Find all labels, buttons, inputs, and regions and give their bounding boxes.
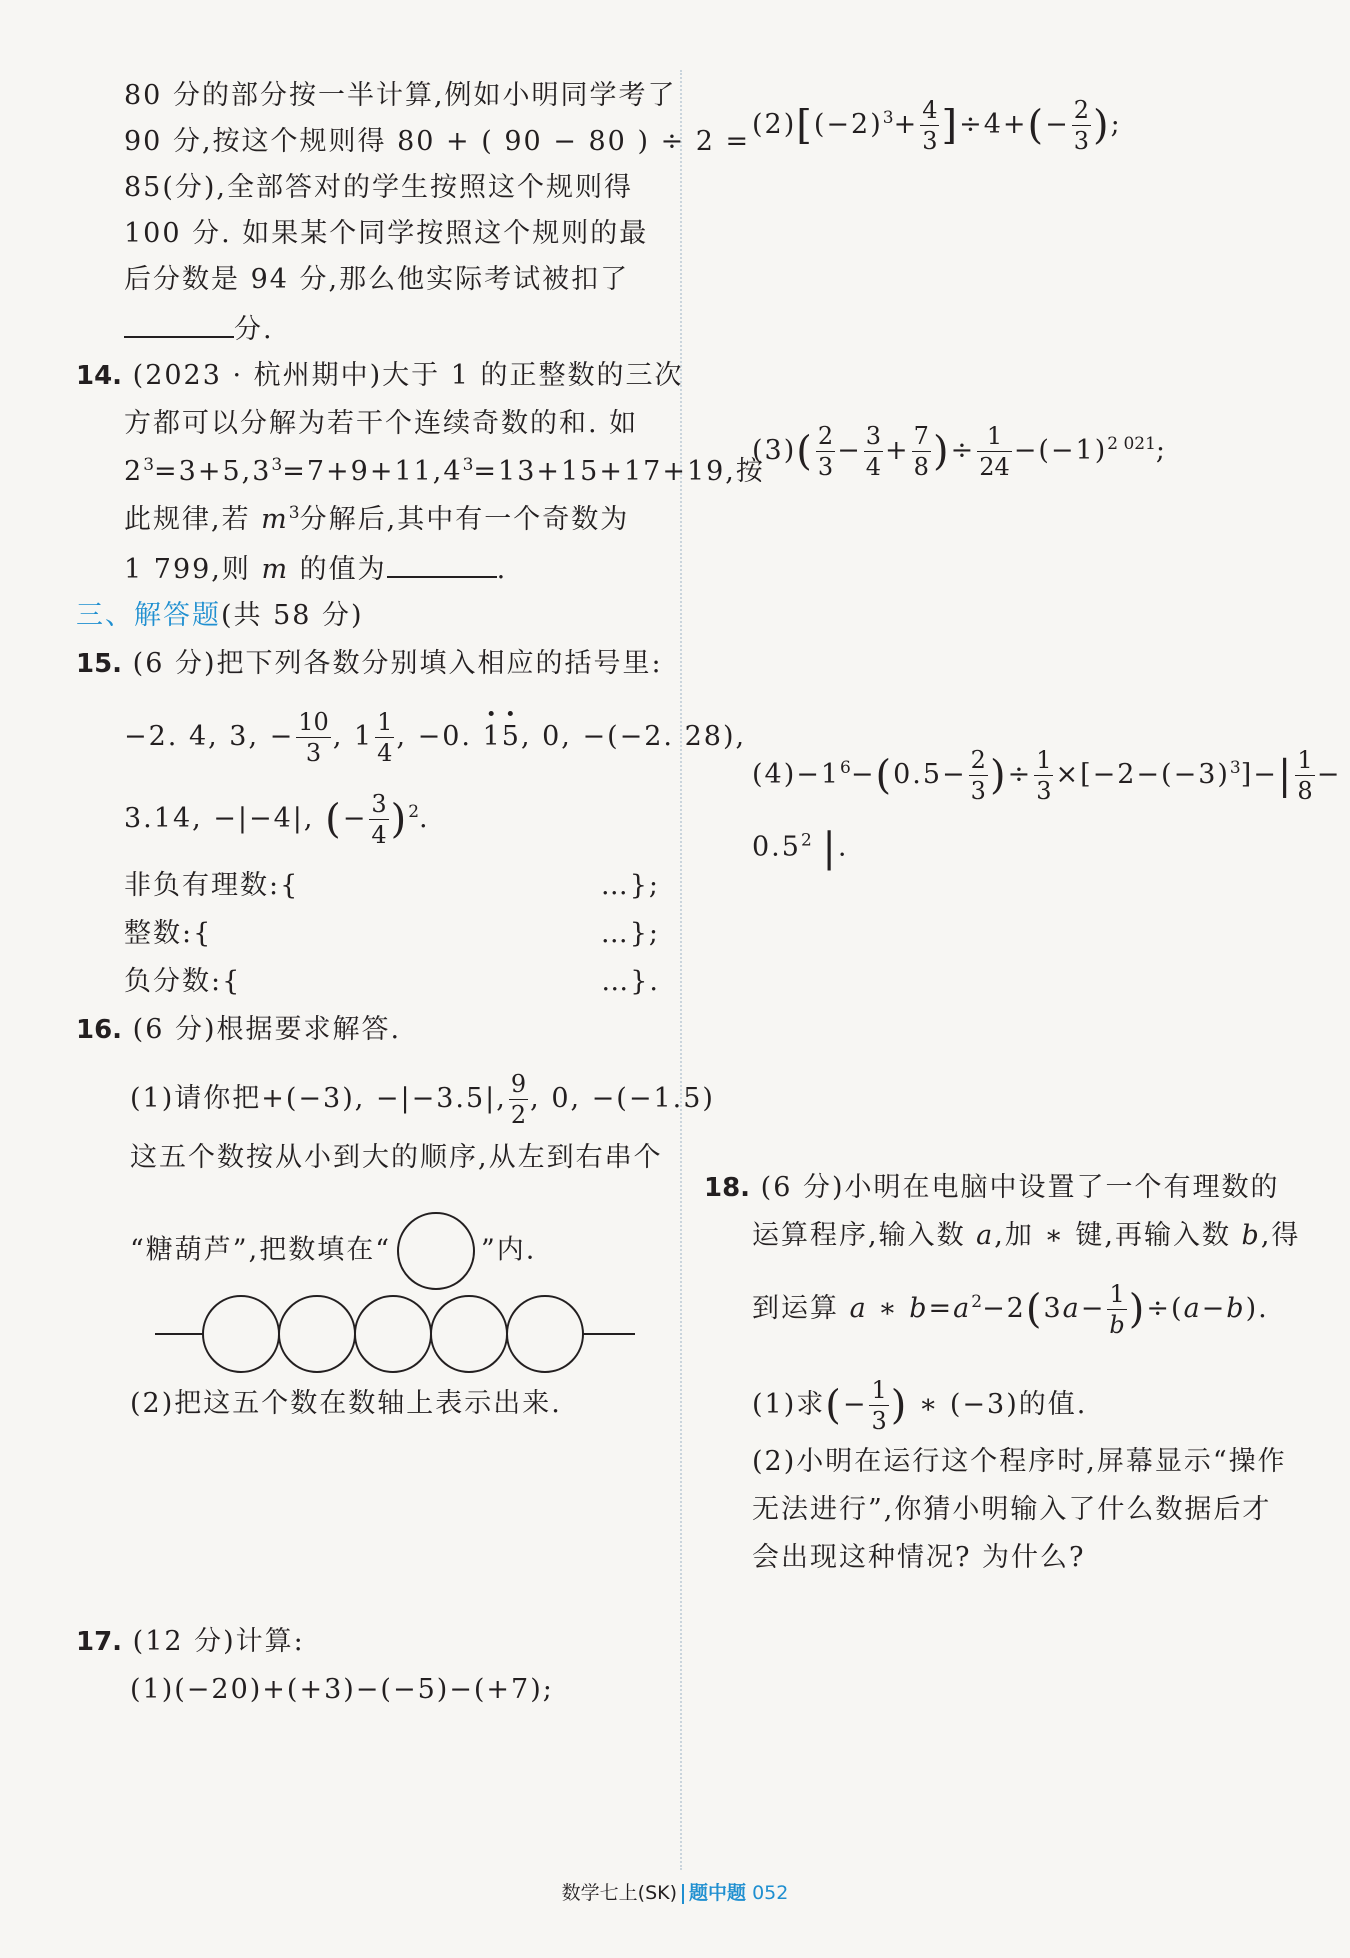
equals: = xyxy=(928,1293,954,1324)
q17-p4h: ]− xyxy=(1240,759,1278,790)
fraction: $\frac{1}{24}$ xyxy=(979,422,1010,481)
q16-stem-text: (6 分)根据要求解答. xyxy=(132,1014,402,1045)
q18-l2c: ,得 xyxy=(1260,1220,1301,1251)
paren: ( xyxy=(875,752,894,799)
answer-circle-3[interactable] xyxy=(355,1296,431,1372)
paren: ) xyxy=(1128,1286,1147,1333)
q14-l4b: 分解后,其中有一个奇数为 xyxy=(299,504,630,535)
coef: 3 xyxy=(1043,1293,1063,1324)
minus: − xyxy=(1316,759,1342,790)
q15-n2: , 1 xyxy=(332,721,374,752)
abs-bar: | xyxy=(822,825,838,871)
q17-p4l2a: 0.5 xyxy=(752,831,801,863)
q15-numbers-row-2 xyxy=(124,792,430,847)
minus: − xyxy=(842,1389,868,1420)
q14-line-1 xyxy=(76,358,684,394)
book-title: 数学七上(SK) xyxy=(561,1882,678,1904)
q17-p2f: ÷4+ xyxy=(959,109,1028,140)
q16-part2: (2)把这五个数在数轴上表示出来. xyxy=(130,1388,562,1419)
q14-line-3 xyxy=(124,454,765,490)
period: . xyxy=(419,803,430,834)
q13-line-1: 80 分的部分按一半计算,例如小明同学考了 xyxy=(124,80,677,111)
tanghulu-diagram xyxy=(155,1286,635,1382)
q15-stem xyxy=(76,646,663,682)
q18-l2b: ,加 ∗ 键,再输入数 xyxy=(994,1220,1242,1251)
q13-line-6 xyxy=(124,310,274,348)
answer-blank[interactable] xyxy=(124,310,234,338)
q17-p3g: −(−1) xyxy=(1013,435,1108,466)
q18-number: 18. xyxy=(704,1173,751,1203)
q18-part2-line2: 无法进行”,你猜小明输入了什么数据后才 xyxy=(752,1494,1272,1525)
fraction: $\frac{1}{b}$ xyxy=(1109,1280,1125,1339)
category-integer: 整数:{ xyxy=(124,918,213,949)
q15-number: 15. xyxy=(76,649,123,679)
fraction: $\frac{10}{3}$ xyxy=(298,708,329,767)
page-number: 052 xyxy=(752,1882,789,1904)
variable-a: a xyxy=(953,1293,972,1324)
q18-p1a: (1)求 xyxy=(752,1389,826,1420)
q18-l3j: ÷( xyxy=(1146,1293,1184,1324)
q14-l3c: =7+9+11,4 xyxy=(282,456,463,487)
q15-n3a: , −0. xyxy=(396,721,483,752)
q17-p2c: (−2) xyxy=(813,109,883,140)
variable-a: a xyxy=(1062,1293,1081,1324)
fraction: $\frac{2}{3}$ xyxy=(817,422,834,481)
q17-number: 17. xyxy=(76,1627,123,1657)
answer-circle-1[interactable] xyxy=(203,1296,279,1372)
q14-l3b: =3+5,3 xyxy=(154,456,272,487)
fraction: $\frac{1}{8}$ xyxy=(1297,746,1313,805)
plus: + xyxy=(885,435,910,466)
fraction: $\frac{4}{3}$ xyxy=(922,96,938,155)
q15-numbers-row-1 xyxy=(124,710,746,765)
paren: ( xyxy=(825,1382,843,1429)
semicolon: ; xyxy=(1110,109,1122,140)
exponent: 3 xyxy=(288,503,300,523)
category-nonneg-rational: 非负有理数:{ xyxy=(124,870,300,901)
q15-n3c: , 0, −(−2. 28), xyxy=(520,721,747,752)
fraction: $\frac{2}{3}$ xyxy=(1073,96,1090,155)
variable-m: m xyxy=(261,554,290,585)
answer-circle-2[interactable] xyxy=(279,1296,355,1372)
plus: + xyxy=(893,109,919,140)
period: . xyxy=(837,831,849,863)
variable-b: b xyxy=(1226,1293,1246,1324)
variable-a: a xyxy=(976,1220,995,1251)
fraction: $\frac{7}{8}$ xyxy=(913,422,929,481)
q14-l5c: . xyxy=(496,554,508,585)
fraction: $\frac{3}{4}$ xyxy=(865,422,882,481)
q14-number: 14. xyxy=(76,361,123,391)
q17-p2a: (2) xyxy=(752,109,797,140)
fraction: $\frac{1}{3}$ xyxy=(1036,746,1052,805)
q18-p1e: ∗ (−3)的值. xyxy=(908,1389,1088,1420)
q14-line-2: 方都可以分解为若干个连续奇数的和. 如 xyxy=(124,408,639,439)
q16-part1-line3 xyxy=(130,1212,536,1290)
divide: ÷ xyxy=(1007,759,1033,790)
fraction: $\frac{2}{3}$ xyxy=(970,746,986,805)
q18-part2-line3: 会出现这种情况? 为什么? xyxy=(752,1542,1086,1573)
q17-p4d: 0.5− xyxy=(893,759,967,790)
q18-line-1 xyxy=(704,1170,1279,1206)
column-divider xyxy=(680,70,682,1870)
fraction: $\frac{1}{4}$ xyxy=(377,708,393,767)
section-title: 三、解答题 xyxy=(76,600,221,631)
footer-divider xyxy=(682,1884,684,1904)
q14-text-1: (2023 · 杭州期中)大于 1 的正整数的三次 xyxy=(132,360,684,391)
q16-stem xyxy=(76,1012,401,1048)
q16-p1b: , 0, −(−1.5) xyxy=(530,1083,715,1114)
q16-p1l3a: “糖葫芦”,把数填在“ xyxy=(130,1234,391,1266)
minus: − xyxy=(1045,109,1070,140)
answer-blank[interactable] xyxy=(387,550,497,578)
q17-stem xyxy=(76,1624,305,1660)
exponent: 3 xyxy=(882,108,894,128)
q13-line-2: 90 分,按这个规则得 80 + ( 90 − 80 ) ÷ 2 = xyxy=(124,126,751,157)
category-end: …}. xyxy=(601,966,660,997)
exponent: 2 021 xyxy=(1107,434,1156,454)
q17-stem-text: (12 分)计算: xyxy=(132,1626,305,1657)
category-end: …}; xyxy=(600,870,660,901)
fraction: $\frac{9}{2}$ xyxy=(510,1070,527,1129)
q16-part1-line1 xyxy=(130,1072,715,1127)
minus: − xyxy=(1080,1293,1106,1324)
q17-part1: (1)(−20)+(+3)−(−5)−(+7); xyxy=(130,1674,554,1705)
exponent: 2 xyxy=(408,802,420,822)
section-heading xyxy=(76,598,364,634)
variable-a: a xyxy=(1183,1293,1202,1324)
exponent: 3 xyxy=(1229,758,1241,778)
page-footer xyxy=(0,1878,1350,1905)
q14-l5b: 的值为 xyxy=(289,554,387,585)
bracket: ] xyxy=(941,102,960,149)
q18-line-2 xyxy=(752,1218,1300,1254)
q13-line-4: 100 分. 如果某个同学按照这个规则的最 xyxy=(124,218,649,249)
q13-line-3: 85(分),全部答对的学生按照这个规则得 xyxy=(124,172,634,203)
repeating-digit: · 1 xyxy=(483,719,502,755)
q16-p1a: (1)请你把+(−3), −|−3.5|, xyxy=(130,1083,507,1114)
paren: ) xyxy=(932,428,951,475)
q18-l2a: 运算程序,输入数 xyxy=(752,1220,977,1251)
q18-l3n: ). xyxy=(1245,1293,1269,1324)
semicolon: ; xyxy=(1155,435,1168,466)
category-end: …}; xyxy=(600,918,660,949)
q17-p4g: ×[−2−(−3) xyxy=(1055,759,1230,790)
minus: − xyxy=(850,759,876,790)
variable-m: m xyxy=(261,504,289,535)
q18-part2-line1: (2)小明在运行这个程序时,屏幕显示“操作 xyxy=(752,1446,1287,1477)
sample-circle xyxy=(397,1212,475,1290)
exponent: 3 xyxy=(271,455,283,475)
q15-stem-text: (6 分)把下列各数分别填入相应的括号里: xyxy=(132,648,663,679)
q14-l5a: 1 799,则 xyxy=(124,554,262,585)
divide: ÷ xyxy=(950,435,976,466)
q18-line-3 xyxy=(752,1282,1269,1337)
q18-l3e: −2 xyxy=(982,1293,1026,1324)
q18-part1 xyxy=(752,1378,1087,1433)
q16-part1-line2: 这五个数按从小到大的顺序,从左到右串个 xyxy=(130,1142,663,1173)
q13-line-5: 后分数是 94 分,那么他实际考试被扣了 xyxy=(124,264,630,295)
exponent: 3 xyxy=(143,455,155,475)
paren: ( xyxy=(1027,102,1046,149)
q17-part4-line1 xyxy=(752,748,1341,803)
repeating-digit: · 5 xyxy=(502,719,521,755)
category-neg-fraction: 负分数:{ xyxy=(124,966,242,997)
minus: − xyxy=(1201,1293,1227,1324)
paren: ( xyxy=(796,428,814,475)
q17-p4a: (4)−1 xyxy=(752,759,841,790)
paren: ) xyxy=(390,796,409,843)
exponent: 2 xyxy=(971,1292,983,1312)
series-brand: 题中题 xyxy=(689,1882,747,1904)
q14-l3a: 2 xyxy=(124,456,144,487)
fraction: $\frac{3}{4}$ xyxy=(371,790,387,849)
q18-l1: (6 分)小明在电脑中设置了一个有理数的 xyxy=(760,1172,1280,1203)
fraction: $\frac{1}{3}$ xyxy=(871,1376,887,1435)
q16-p1l3b: ”内. xyxy=(481,1234,537,1266)
minus: − xyxy=(837,435,862,466)
q13-suffix: 分. xyxy=(234,314,274,345)
abs-bar: | xyxy=(1277,752,1294,799)
q17-part3 xyxy=(752,424,1167,479)
answer-circle-4[interactable] xyxy=(431,1296,507,1372)
q15-r2a: 3.14, −|−4|, xyxy=(124,803,326,834)
q17-part2 xyxy=(752,98,1122,153)
variable-b: b xyxy=(1241,1220,1261,1251)
paren: ) xyxy=(989,752,1008,799)
bracket: [ xyxy=(796,102,814,149)
minus: − xyxy=(342,803,368,834)
q14-l3d: =13+15+17+19,按 xyxy=(473,456,765,487)
answer-circle-5[interactable] xyxy=(507,1296,583,1372)
exponent: 3 xyxy=(462,455,474,475)
q17-part4-line2 xyxy=(752,825,849,871)
exponent: 6 xyxy=(840,758,851,778)
expr-a-star-b: a ∗ b xyxy=(849,1293,929,1324)
q16-number: 16. xyxy=(76,1015,123,1045)
paren: ( xyxy=(1025,1286,1044,1333)
q15-n1: −2. 4, 3, − xyxy=(124,721,295,752)
q14-line-5 xyxy=(124,550,507,588)
paren: ( xyxy=(325,796,343,843)
q18-l3a: 到运算 xyxy=(752,1293,850,1324)
paren: ) xyxy=(890,1382,909,1429)
section-points: (共 58 分) xyxy=(221,600,364,631)
exponent: 2 xyxy=(800,830,812,851)
q14-l4a: 此规律,若 xyxy=(124,504,262,535)
q14-line-4 xyxy=(124,502,629,538)
q17-p3a: (3) xyxy=(752,435,797,466)
paren: ) xyxy=(1093,102,1111,149)
